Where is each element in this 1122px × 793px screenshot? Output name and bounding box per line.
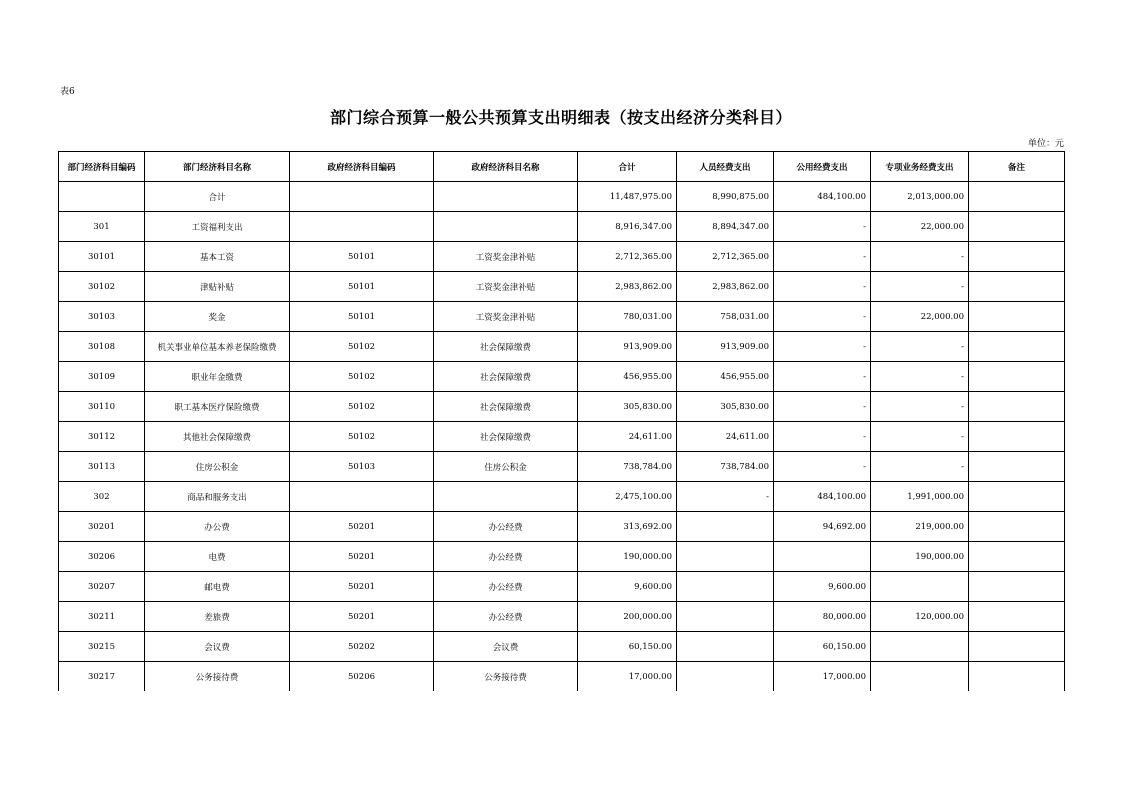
cell-gov-name: 会议费 [434, 632, 578, 662]
cell-note [969, 212, 1065, 242]
table-row [59, 542, 1065, 572]
cell-note [969, 362, 1065, 392]
cell-dept-name: 住房公积金 [145, 452, 290, 482]
cell-gov-name: 工资奖金津补贴 [434, 242, 578, 272]
cell-special: - [871, 242, 969, 272]
cell-personnel [677, 542, 774, 572]
cell-special: - [871, 362, 969, 392]
cell-public: - [774, 392, 871, 422]
cell-special: 22,000.00 [871, 302, 969, 332]
cell-special: 219,000.00 [871, 512, 969, 542]
cell-special: - [871, 272, 969, 302]
cell-public: 94,692.00 [774, 512, 871, 542]
cell-gov-code [290, 482, 434, 512]
cell-personnel: 456,955.00 [677, 362, 774, 392]
table-row [59, 422, 1065, 452]
cell-total: 456,955.00 [578, 362, 677, 392]
table-row [59, 182, 1065, 212]
header-total: 合计 [578, 152, 677, 182]
expenditure-table [58, 151, 1065, 691]
cell-dept-code: 30215 [59, 632, 145, 662]
cell-total: 2,983,862.00 [578, 272, 677, 302]
cell-note [969, 392, 1065, 422]
cell-personnel: 913,909.00 [677, 332, 774, 362]
header-row [59, 152, 1065, 182]
cell-dept-code [59, 182, 145, 212]
cell-gov-code: 50101 [290, 302, 434, 332]
cell-dept-name: 机关事业单位基本养老保险缴费 [145, 332, 290, 362]
cell-gov-name: 社会保障缴费 [434, 332, 578, 362]
cell-personnel: - [677, 482, 774, 512]
cell-note [969, 242, 1065, 272]
cell-gov-code: 50101 [290, 242, 434, 272]
cell-note [969, 602, 1065, 632]
cell-dept-code: 30103 [59, 302, 145, 332]
cell-gov-name: 办公经费 [434, 602, 578, 632]
cell-note [969, 512, 1065, 542]
cell-special: 1,991,000.00 [871, 482, 969, 512]
cell-public: - [774, 362, 871, 392]
cell-dept-name: 邮电费 [145, 572, 290, 602]
cell-dept-code: 30110 [59, 392, 145, 422]
cell-total: 2,712,365.00 [578, 242, 677, 272]
table-row [59, 212, 1065, 242]
cell-dept-code: 30101 [59, 242, 145, 272]
cell-dept-name: 会议费 [145, 632, 290, 662]
cell-dept-code: 30102 [59, 272, 145, 302]
cell-gov-name: 住房公积金 [434, 452, 578, 482]
cell-public [774, 542, 871, 572]
cell-gov-code: 50103 [290, 452, 434, 482]
cell-personnel: 758,031.00 [677, 302, 774, 332]
cell-dept-code: 30206 [59, 542, 145, 572]
cell-gov-code: 50102 [290, 332, 434, 362]
cell-dept-name: 差旅费 [145, 602, 290, 632]
cell-gov-name: 工资奖金津补贴 [434, 302, 578, 332]
cell-gov-name: 社会保障缴费 [434, 422, 578, 452]
cell-dept-name: 办公费 [145, 512, 290, 542]
cell-dept-code: 30201 [59, 512, 145, 542]
cell-gov-code: 50201 [290, 572, 434, 602]
cell-gov-name: 办公经费 [434, 512, 578, 542]
cell-dept-name: 合计 [145, 182, 290, 212]
cell-dept-name: 其他社会保障缴费 [145, 422, 290, 452]
cell-dept-name: 公务接待费 [145, 662, 290, 692]
table-row [59, 362, 1065, 392]
cell-special: 120,000.00 [871, 602, 969, 632]
cell-personnel [677, 662, 774, 692]
cell-note [969, 662, 1065, 692]
cell-total: 190,000.00 [578, 542, 677, 572]
cell-special: 190,000.00 [871, 542, 969, 572]
cell-gov-code [290, 212, 434, 242]
cell-note [969, 482, 1065, 512]
cell-dept-code: 302 [59, 482, 145, 512]
cell-note [969, 572, 1065, 602]
cell-dept-name: 奖金 [145, 302, 290, 332]
cell-public: - [774, 302, 871, 332]
cell-special [871, 632, 969, 662]
table-row [59, 602, 1065, 632]
unit-label: 单位：元 [1027, 139, 1064, 149]
cell-total: 913,909.00 [578, 332, 677, 362]
cell-note [969, 332, 1065, 362]
cell-gov-name: 办公经费 [434, 542, 578, 572]
table-row [59, 452, 1065, 482]
table-row [59, 392, 1065, 422]
cell-gov-name [434, 212, 578, 242]
cell-note [969, 452, 1065, 482]
cell-personnel: 738,784.00 [677, 452, 774, 482]
cell-dept-name: 职业年金缴费 [145, 362, 290, 392]
table-row [59, 632, 1065, 662]
table-row [59, 242, 1065, 272]
cell-gov-code: 50102 [290, 392, 434, 422]
cell-gov-code: 50102 [290, 362, 434, 392]
table-row [59, 272, 1065, 302]
cell-public: - [774, 242, 871, 272]
header-gov-code: 政府经济科目编码 [290, 152, 434, 182]
cell-special: - [871, 332, 969, 362]
cell-personnel: 2,712,365.00 [677, 242, 774, 272]
cell-gov-name [434, 482, 578, 512]
cell-gov-name: 办公经费 [434, 572, 578, 602]
cell-gov-code: 50201 [290, 602, 434, 632]
cell-total: 9,600.00 [578, 572, 677, 602]
cell-dept-code: 30113 [59, 452, 145, 482]
header-gov-name: 政府经济科目名称 [434, 152, 578, 182]
cell-special: - [871, 452, 969, 482]
cell-gov-code: 50206 [290, 662, 434, 692]
cell-public: 17,000.00 [774, 662, 871, 692]
cell-public: - [774, 212, 871, 242]
table-row [59, 572, 1065, 602]
cell-special: - [871, 422, 969, 452]
header-special: 专项业务经费支出 [871, 152, 969, 182]
cell-gov-name: 公务接待费 [434, 662, 578, 692]
cell-total: 24,611.00 [578, 422, 677, 452]
sheet-label: 表6 [60, 87, 75, 97]
table-row [59, 482, 1065, 512]
cell-dept-code: 30109 [59, 362, 145, 392]
cell-personnel [677, 512, 774, 542]
table-row [59, 662, 1065, 692]
cell-total: 200,000.00 [578, 602, 677, 632]
cell-dept-name: 津贴补贴 [145, 272, 290, 302]
table-body [59, 182, 1065, 692]
cell-gov-code: 50201 [290, 542, 434, 572]
cell-public: - [774, 452, 871, 482]
cell-public: - [774, 272, 871, 302]
cell-gov-code: 50201 [290, 512, 434, 542]
header-note: 备注 [969, 152, 1065, 182]
cell-public: - [774, 422, 871, 452]
cell-special: - [871, 392, 969, 422]
cell-personnel: 24,611.00 [677, 422, 774, 452]
cell-public: 9,600.00 [774, 572, 871, 602]
table-row [59, 332, 1065, 362]
cell-personnel: 8,894,347.00 [677, 212, 774, 242]
cell-total: 305,830.00 [578, 392, 677, 422]
cell-special: 22,000.00 [871, 212, 969, 242]
cell-total: 17,000.00 [578, 662, 677, 692]
cell-public: 484,100.00 [774, 182, 871, 212]
cell-dept-code: 30207 [59, 572, 145, 602]
cell-dept-name: 商品和服务支出 [145, 482, 290, 512]
cell-total: 8,916,347.00 [578, 212, 677, 242]
cell-dept-code: 301 [59, 212, 145, 242]
cell-gov-name: 社会保障缴费 [434, 362, 578, 392]
cell-personnel [677, 602, 774, 632]
cell-note [969, 422, 1065, 452]
cell-dept-code: 30211 [59, 602, 145, 632]
cell-personnel: 8,990,875.00 [677, 182, 774, 212]
cell-personnel: 305,830.00 [677, 392, 774, 422]
cell-gov-name: 社会保障缴费 [434, 392, 578, 422]
header-dept-name: 部门经济科目名称 [145, 152, 290, 182]
cell-total: 60,150.00 [578, 632, 677, 662]
cell-note [969, 632, 1065, 662]
cell-gov-code: 50102 [290, 422, 434, 452]
cell-gov-code [290, 182, 434, 212]
cell-note [969, 302, 1065, 332]
cell-gov-name: 工资奖金津补贴 [434, 272, 578, 302]
cell-personnel [677, 632, 774, 662]
cell-dept-name: 职工基本医疗保险缴费 [145, 392, 290, 422]
cell-public: 484,100.00 [774, 482, 871, 512]
cell-gov-name [434, 182, 578, 212]
cell-total: 11,487,975.00 [578, 182, 677, 212]
cell-dept-name: 工资福利支出 [145, 212, 290, 242]
cell-public: 60,150.00 [774, 632, 871, 662]
cell-total: 313,692.00 [578, 512, 677, 542]
page-title: 部门综合预算一般公共预算支出明细表（按支出经济分类科目） [329, 108, 792, 127]
cell-gov-code: 50101 [290, 272, 434, 302]
cell-note [969, 272, 1065, 302]
cell-dept-name: 基本工资 [145, 242, 290, 272]
cell-dept-code: 30108 [59, 332, 145, 362]
cell-public: 80,000.00 [774, 602, 871, 632]
cell-dept-code: 30217 [59, 662, 145, 692]
header-dept-code: 部门经济科目编码 [59, 152, 145, 182]
cell-gov-code: 50202 [290, 632, 434, 662]
cell-public: - [774, 332, 871, 362]
table-row [59, 512, 1065, 542]
cell-total: 738,784.00 [578, 452, 677, 482]
table-row [59, 302, 1065, 332]
cell-total: 780,031.00 [578, 302, 677, 332]
cell-note [969, 182, 1065, 212]
cell-special: 2,013,000.00 [871, 182, 969, 212]
cell-personnel [677, 572, 774, 602]
cell-total: 2,475,100.00 [578, 482, 677, 512]
header-personnel: 人员经费支出 [677, 152, 774, 182]
cell-personnel: 2,983,862.00 [677, 272, 774, 302]
cell-dept-code: 30112 [59, 422, 145, 452]
cell-note [969, 542, 1065, 572]
cell-special [871, 572, 969, 602]
cell-dept-name: 电费 [145, 542, 290, 572]
header-public: 公用经费支出 [774, 152, 871, 182]
cell-special [871, 662, 969, 692]
